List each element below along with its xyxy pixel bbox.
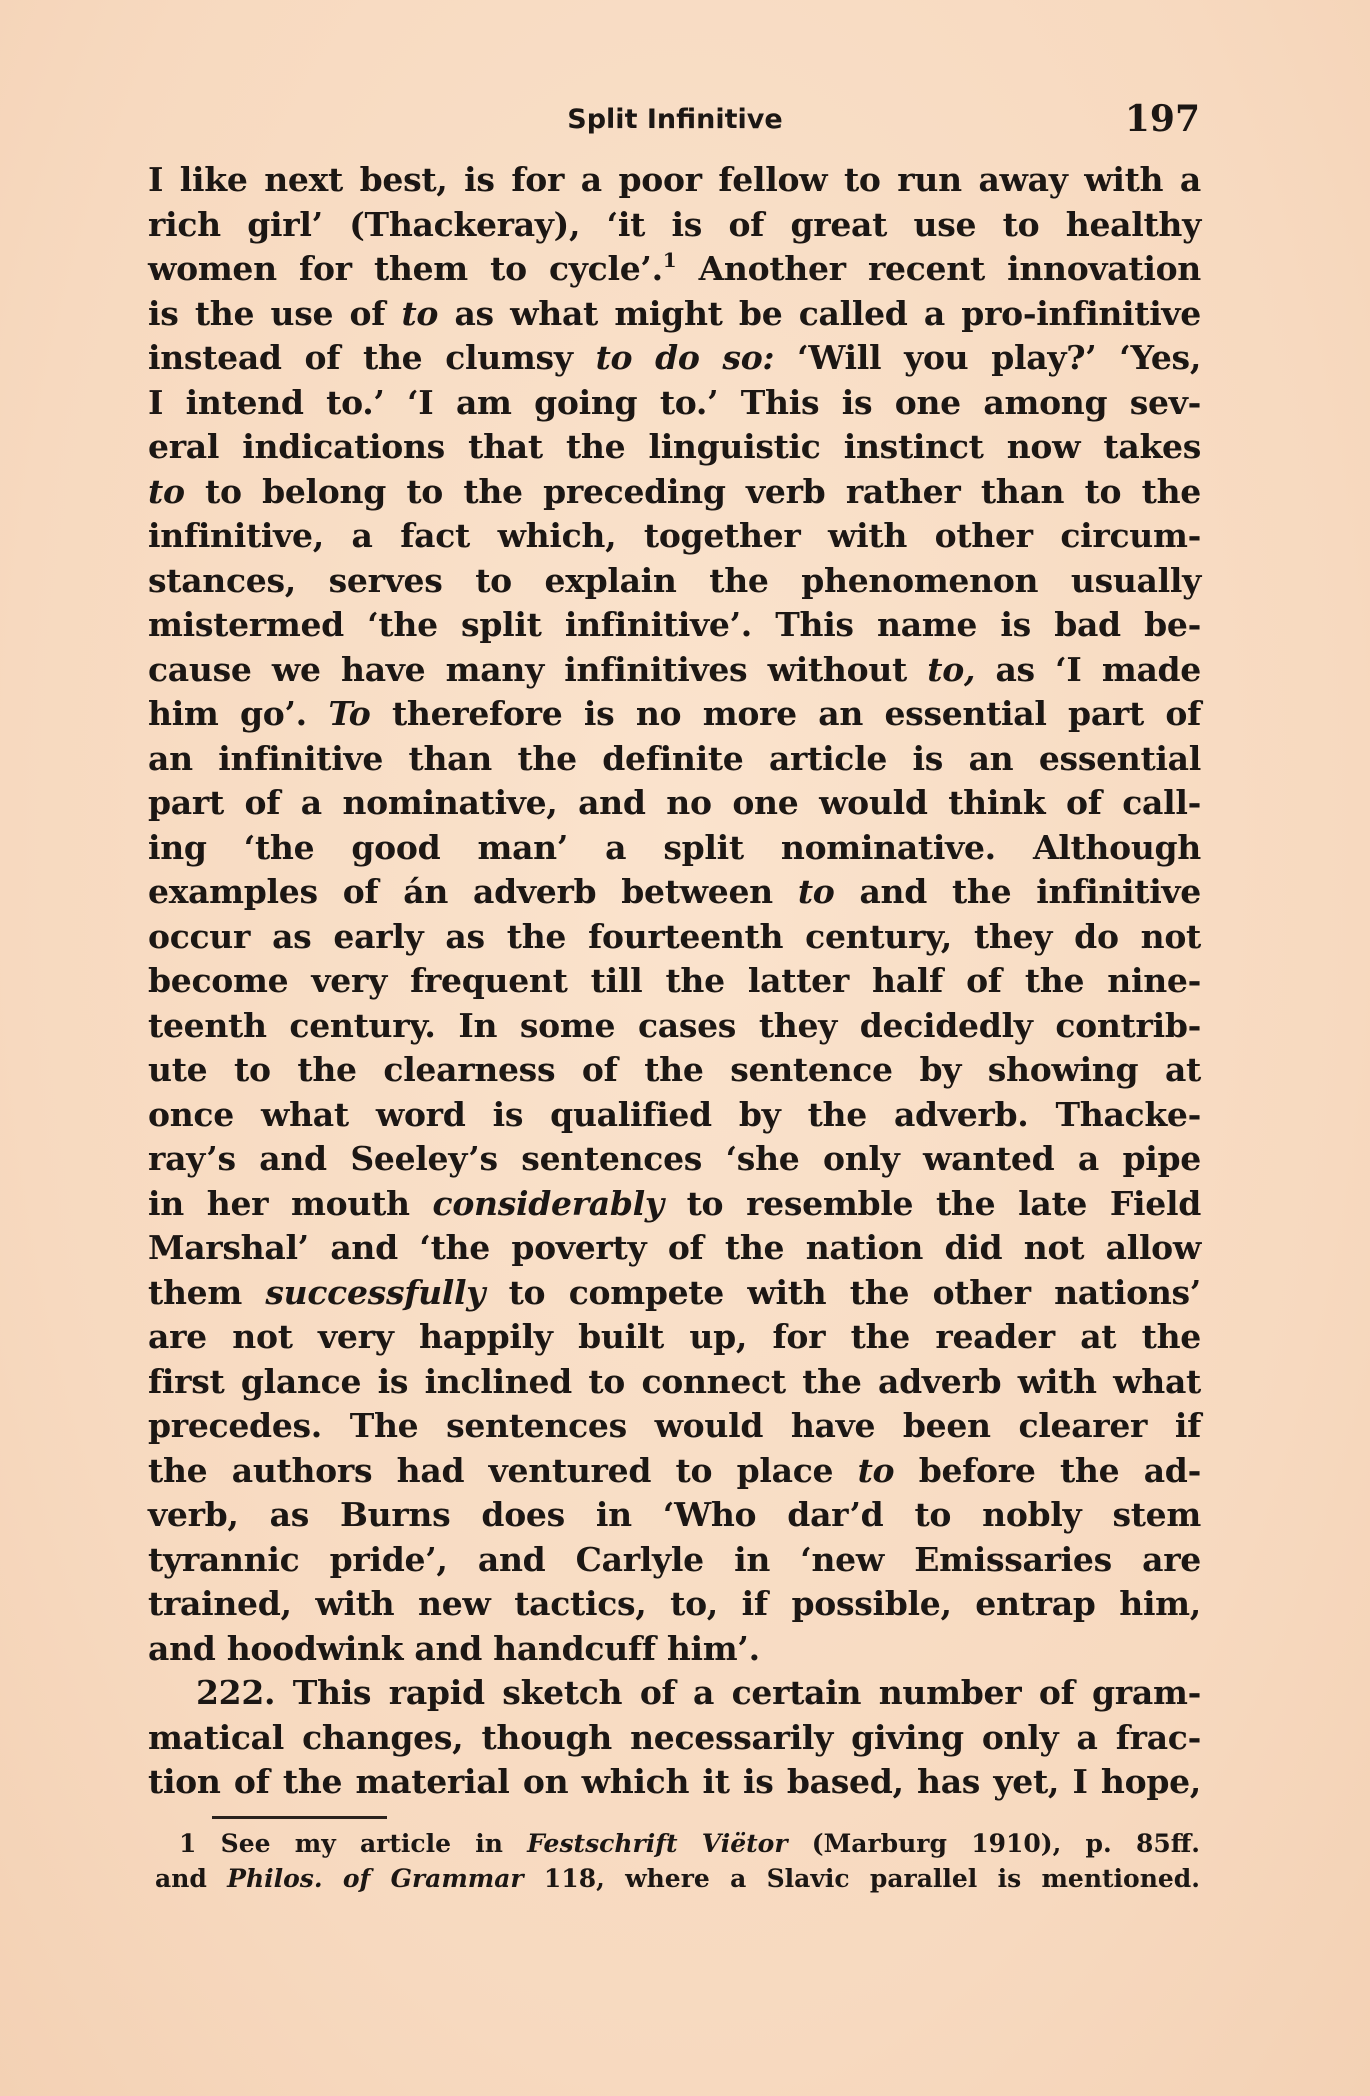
- text-line: [148, 1493, 1201, 1538]
- text-segment: once what word is qualified by the adverb. Thacke-: [148, 1094, 1201, 1134]
- text-segment: 1 See my article in: [179, 1829, 528, 1858]
- italic-segment: to: [797, 872, 835, 911]
- text-segment: tyrannic pride’, and Carlyle in ‘new Emissaries are: [148, 1539, 1201, 1579]
- text-segment: is the use of: [148, 293, 402, 333]
- italic-segment: considerably: [432, 1183, 664, 1223]
- text-segment: matical changes, though necessarily giving only a frac-: [148, 1717, 1201, 1757]
- text-line: [148, 158, 1201, 203]
- text-line: [148, 781, 1201, 826]
- text-segment: Another recent innovation: [676, 249, 1201, 288]
- text-segment: an infinitive than the definite article is an essential: [148, 738, 1201, 778]
- text-segment: Marshal’ and ‘the poverty of the nation did not allow: [148, 1228, 1201, 1267]
- text-segment: therefore is no more an essential part of: [370, 694, 1201, 733]
- text-line: [148, 1271, 1201, 1316]
- text-line: [148, 1360, 1201, 1405]
- text-line: [148, 1315, 1201, 1360]
- text-segment: teenth century. In some cases they decidedly contrib-: [148, 1005, 1201, 1045]
- text-segment: precedes. The sentences would have been clearer if: [148, 1406, 1201, 1445]
- text-segment: trained, with new tactics, to, if possible, entrap him,: [148, 1584, 1201, 1623]
- italic-segment: to,: [927, 649, 976, 689]
- page-header: [150, 98, 1200, 144]
- text-segment: 118, where a Slavic parallel is mentioned.: [523, 1864, 1200, 1893]
- text-line: [148, 1404, 1201, 1449]
- text-segment: to resemble the late Field: [663, 1183, 1201, 1223]
- text-line: [148, 559, 1201, 604]
- text-line: [148, 826, 1201, 871]
- text-segment: part of a nominative, and no one would think of call-: [148, 783, 1201, 822]
- text-line: [148, 870, 1201, 915]
- text-segment: before the ad-: [894, 1450, 1201, 1490]
- text-line: [148, 1093, 1201, 1138]
- text-segment: ing ‘the good man’ a split nominative. Although: [148, 827, 1201, 867]
- text-segment: to belong to the preceding verb rather than to the: [184, 471, 1201, 511]
- text-segment: first glance is inclined to connect the adverb with what: [148, 1361, 1201, 1401]
- text-segment: verb, as Burns does in ‘Who dar’d to nobly stem: [148, 1495, 1201, 1534]
- text-segment: eral indications that the linguistic instinct now takes: [148, 427, 1201, 466]
- text-line: [148, 737, 1201, 782]
- text-segment: ute to the clearness of the sentence by showing at: [148, 1050, 1201, 1089]
- text-segment: them: [148, 1272, 266, 1312]
- footnote-line: [155, 1861, 1200, 1896]
- text-segment: as what might be called a pro-infinitive: [438, 293, 1201, 333]
- text-line: [148, 425, 1201, 470]
- text-segment: (Marburg 1910), p. 85ff.: [787, 1829, 1200, 1858]
- text-line: [148, 203, 1201, 248]
- text-line: [148, 959, 1201, 1004]
- text-line: [148, 1671, 1201, 1716]
- text-line: [148, 1449, 1201, 1494]
- text-line: [148, 247, 1201, 292]
- text-segment: and: [155, 1864, 228, 1893]
- text-segment: women for them to cycle’.: [148, 249, 663, 288]
- text-segment: and hoodwink and handcuff him’.: [148, 1628, 760, 1668]
- text-line: [148, 1004, 1201, 1049]
- text-segment: to compete with the other nations’: [485, 1272, 1201, 1312]
- text-line: [148, 1048, 1201, 1093]
- text-segment: I like next best, is for a poor fellow to run away with a: [148, 160, 1201, 199]
- text-segment: occur as early as the fourteenth century, they do not: [148, 916, 1201, 956]
- italic-segment: to: [401, 293, 439, 333]
- text-line: [148, 603, 1201, 648]
- footnotes: [155, 1826, 1200, 1896]
- text-line: [148, 1627, 1201, 1672]
- text-segment: tion of the material on which it is based, has yet, I hope,: [148, 1762, 1201, 1801]
- text-segment: him go’.: [148, 694, 329, 733]
- text-line: [148, 1582, 1201, 1627]
- text-segment: ‘Will you play?’ ‘Yes,: [774, 338, 1202, 377]
- text-segment: cause we have many infinitives without: [148, 649, 928, 689]
- text-line: [148, 1716, 1201, 1761]
- footnote-marker: 1: [662, 248, 677, 272]
- italic-segment: to: [857, 1450, 895, 1490]
- text-segment: and the infinitive: [834, 872, 1202, 911]
- text-line: [148, 514, 1201, 559]
- body-text: [148, 158, 1201, 1805]
- text-line: [148, 292, 1201, 337]
- footnote-line: [155, 1826, 1200, 1861]
- text-segment: infinitive, a fact which, together with other circum-: [148, 516, 1201, 555]
- text-line: [148, 648, 1201, 693]
- text-line: [148, 1182, 1201, 1227]
- text-line: [148, 1137, 1201, 1182]
- italic-segment: to: [148, 471, 185, 511]
- text-segment: instead of the clumsy: [148, 338, 596, 377]
- footnote-rule: [212, 1816, 387, 1819]
- running-title: Split Infinitive: [567, 104, 783, 135]
- text-line: [148, 336, 1201, 381]
- text-segment: are not very happily built up, for the reader at the: [148, 1317, 1201, 1356]
- text-line: [148, 692, 1201, 737]
- text-line: [148, 1226, 1201, 1271]
- text-line: [148, 381, 1201, 426]
- text-segment: I intend to.’ ‘I am going to.’ This is one among sev-: [148, 382, 1201, 422]
- italic-segment: Philos. of Grammar: [227, 1864, 524, 1893]
- text-segment: mistermed ‘the split infinitive’. This name is bad be-: [148, 605, 1201, 644]
- text-segment: rich girl’ (Thackeray), ‘it is of great use to healthy: [148, 204, 1201, 244]
- text-segment: ray’s and Seeley’s sentences ‘she only wanted a pipe: [148, 1139, 1201, 1178]
- text-line: [148, 915, 1201, 960]
- italic-segment: Festschrift Viëtor: [527, 1829, 788, 1858]
- text-segment: become very frequent till the latter half of the nine-: [148, 961, 1201, 1000]
- text-segment: the authors had ventured to place: [148, 1450, 858, 1490]
- text-segment: stances, serves to explain the phenomenon usually: [148, 560, 1201, 600]
- text-line: [148, 1538, 1201, 1583]
- text-line: [148, 470, 1201, 515]
- italic-segment: to do so:: [595, 338, 775, 377]
- text-segment: as ‘I made: [975, 649, 1201, 689]
- italic-segment: successfully: [265, 1272, 486, 1312]
- text-segment: examples of án adverb between: [148, 872, 798, 911]
- page-number: 197: [1124, 98, 1200, 140]
- italic-segment: To: [328, 694, 371, 733]
- text-segment: 222. This rapid sketch of a certain number of gram-: [196, 1673, 1201, 1712]
- text-line: [148, 1760, 1201, 1805]
- text-segment: in her mouth: [148, 1183, 433, 1223]
